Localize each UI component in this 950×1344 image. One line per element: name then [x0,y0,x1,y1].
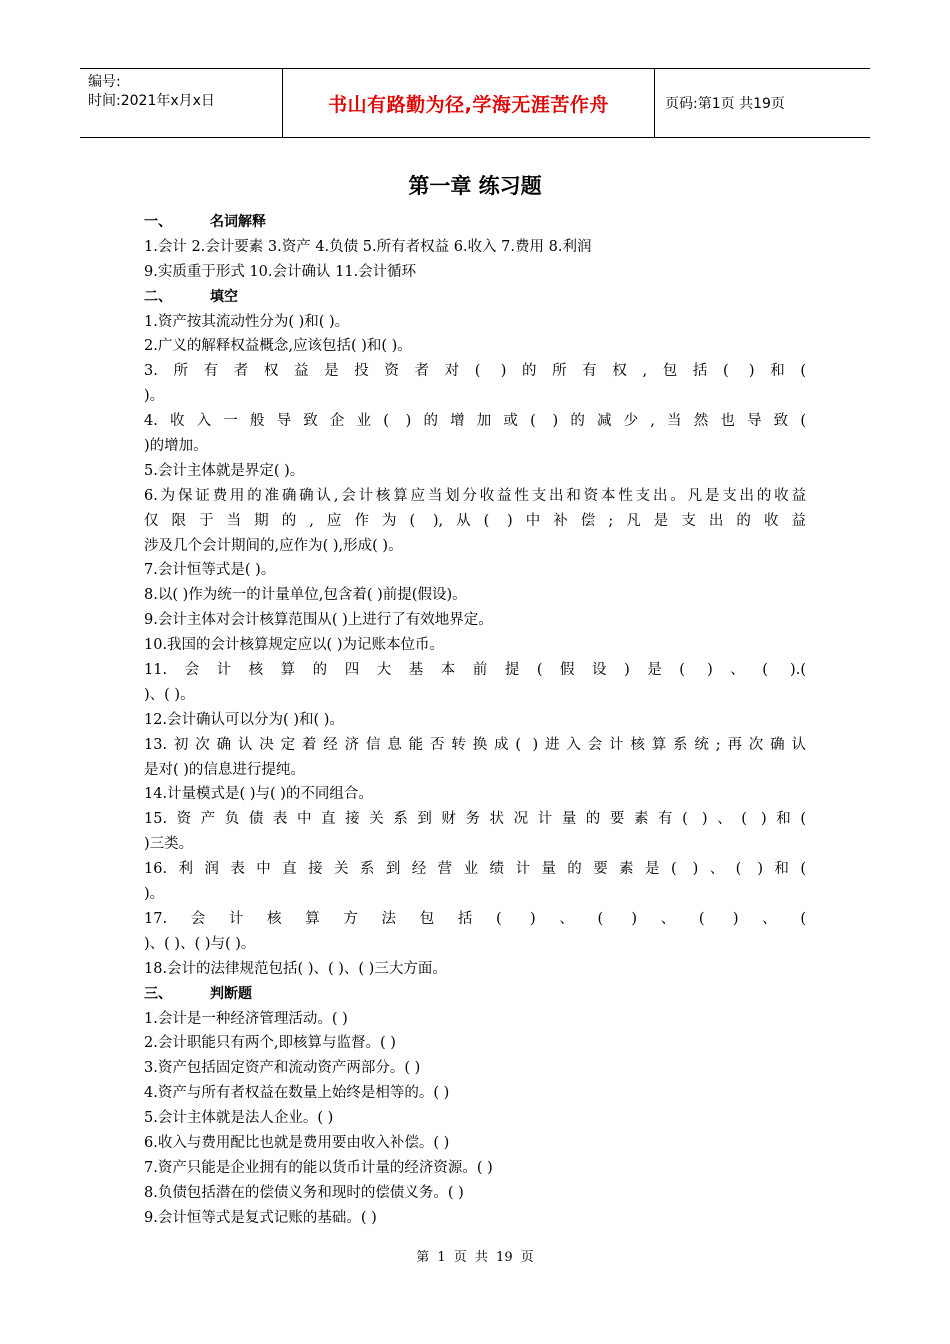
header-meta [80,69,282,137]
text-line: 18.会计的法律规范包括( )、( )、( )三大方面。 [144,960,447,977]
text-line: 8.以( )作为统一的计量单位,包含着( )前提(假设)。 [144,587,467,604]
text-line: 9.实质重于形式 10.会计确认 11.会计循环 [144,263,417,280]
text-line: 1.会计是一种经济管理活动。( ) [144,1010,348,1027]
text-line: 1.资产按其流动性分为( )和( )。 [144,313,350,330]
text-line: )。 [144,388,165,405]
section-heading [144,982,806,1007]
text-line: 8.负债包括潜在的偿债义务和现时的偿债义务。( ) [144,1184,464,1201]
text-line: )、( )、( )与( )。 [144,935,256,952]
text-line: 6.收入与费用配比也就是费用要由收入补偿。( ) [144,1134,450,1151]
section-title: 名词解释 [210,214,266,230]
text-line: 6.为保证费用的准确确认,会计核算应当划分收益性支出和资本性支出。凡是支出的收益 [144,487,806,504]
exercise-content [144,210,806,1231]
text-line: 仅限于当期的,应作为( ),从( )中补偿;凡是支出的收益 [144,512,806,529]
text-line: 是对( )的信息进行提纯。 [144,761,305,778]
text-line: 2.会计职能只有两个,即核算与监督。( ) [144,1035,396,1052]
text-line: 4.收入一般导致企业( )的增加或( )的减少,当然也导致( [144,413,806,430]
text-line: 16.利润表中直接关系到经营业绩计量的要素是( )、( )和( [144,861,806,878]
text-line: 13.初次确认决定着经济信息能否转换成( )进入会计核算系统;再次确认 [144,736,806,753]
text-line: 7.会计恒等式是( )。 [144,562,276,579]
text-line: 9.会计主体对会计核算范围从( )上进行了有效地界定。 [144,612,493,629]
text-line: 5.会计主体就是界定( )。 [144,462,305,479]
number-label: 编号: [88,74,121,90]
header-motto: 书山有路勤为径,学海无涯苦作舟 [282,69,655,137]
text-line: )的增加。 [144,438,208,455]
page-footer: 第 1 页 共 19 页 [416,1250,534,1265]
chapter-title: 第一章 练习题 [408,174,542,198]
text-line: )。 [144,886,165,903]
text-line: )、( )。 [144,686,195,703]
section-number: 二、 [144,288,172,305]
text-line: 涉及几个会计期间的,应作为( ),形成( )。 [144,537,403,554]
text-line: 4.资产与所有者权益在数量上始终是相等的。( ) [144,1085,450,1102]
text-line: )三类。 [144,836,194,853]
text-line: 1.会计 2.会计要素 3.资产 4.负债 5.所有者权益 6.收入 7.费用 8.利润 [144,238,592,255]
text-line: 5.会计主体就是法人企业。( ) [144,1110,334,1127]
text-line: 3.所有者权益是投资者对( )的所有权,包括( )和( [144,363,806,380]
header-page-info: 页码:第1页 共19页 [665,96,785,112]
text-line: 7.资产只能是企业拥有的能以货币计量的经济资源。( ) [144,1159,493,1176]
date-label: 时间:2021年x月x日 [88,93,215,109]
document-header [80,68,870,138]
section-number: 一、 [144,214,172,230]
text-line: 14.计量模式是( )与( )的不同组合。 [144,786,373,803]
section-heading [144,210,806,235]
text-line: 10.我国的会计核算规定应以( )为记账本位币。 [144,637,444,654]
text-line: 9.会计恒等式是复式记账的基础。( ) [144,1209,377,1226]
section-title: 判断题 [210,985,252,1002]
text-line: 12.会计确认可以分为( )和( )。 [144,711,344,728]
text-line: 11.会计核算的四大基本前提(假设)是( )、( ).( [144,662,806,679]
text-line: 2.广义的解释权益概念,应该包括( )和( )。 [144,338,412,355]
section-number: 三、 [144,985,172,1002]
text-line: 17.会计核算方法包括( )、( )、( )、( [144,910,806,927]
section-heading [144,285,806,310]
text-line: 15.资产负债表中直接关系到财务状况计量的要素有( )、( )和( [144,811,806,828]
section-title: 填空 [210,288,238,305]
text-line: 3.资产包括固定资产和流动资产两部分。( ) [144,1060,421,1077]
